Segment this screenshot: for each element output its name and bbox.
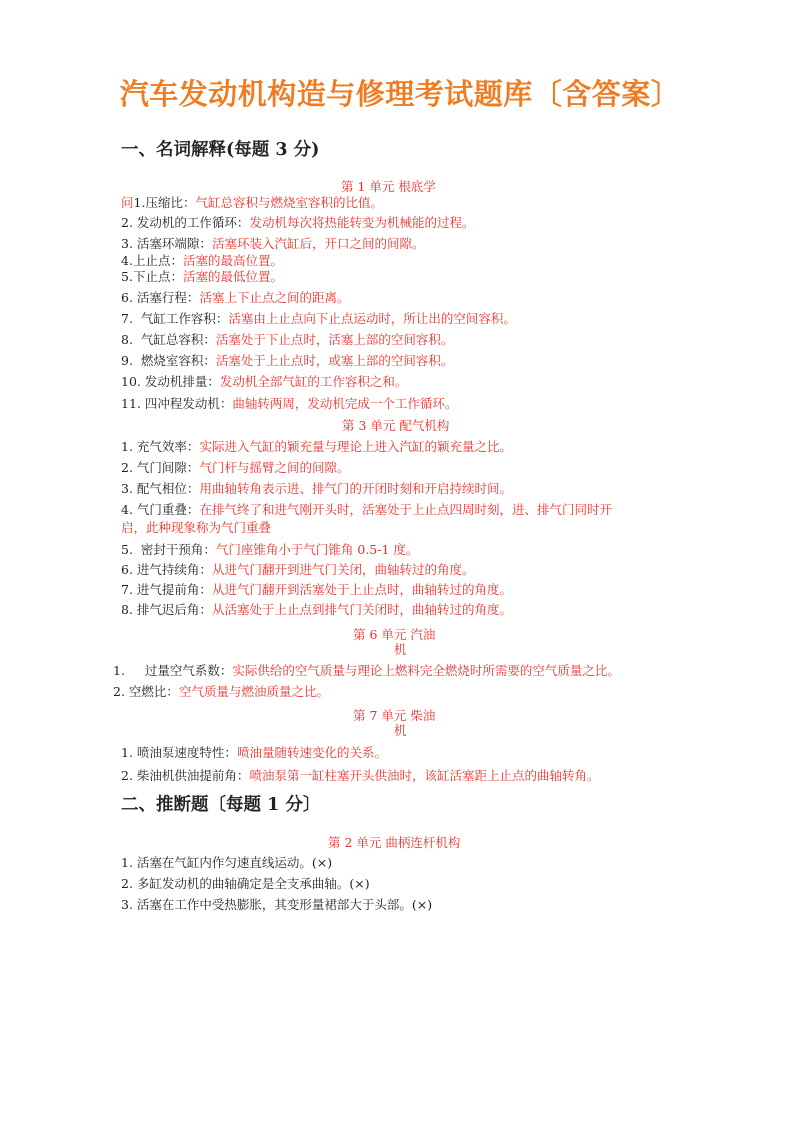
unit3-item-8: 8. 排气迟后角：从活塞处于上止点到排气门关闭时，曲轴转过的角度。 (121, 602, 512, 617)
unit-6-label: 第 6 单元 汽油 (353, 627, 436, 642)
unit3-item-4-cont: 启，此种现象称为气门重叠 (121, 520, 272, 535)
unit-2-label: 第 2 单元 曲柄连杆机构 (328, 835, 461, 850)
unit1-item-2: 2. 发动机的工作循环：发动机每次将热能转变为机械能的过程。 (121, 215, 475, 230)
section-heading-definitions: 一、名词解释(每题 3 分) (121, 140, 320, 160)
unit3-item-1: 1. 充气效率：实际进入气缸的颖充量与理论上进入汽缸的颖充量之比。 (121, 439, 512, 454)
unit1-item-10: 10. 发动机排量：发动机全部气缸的工作容积之和。 (121, 374, 408, 389)
unit-7-label: 第 7 单元 柴油 (353, 708, 436, 723)
unit1-item-11: 11. 四冲程发动机：曲轴转两周，发动机完成一个工作循环。 (121, 396, 458, 411)
unit3-item-5: 5. 密封干预角：气门座锥角小于气门锥角 0.5-1 度。 (121, 542, 419, 557)
unit-1-label: 第 1 单元 根底学 (341, 179, 436, 194)
unit1-item-3: 3. 活塞环端隙：活塞环装入汽缸后，开口之间的间隙。 (121, 236, 425, 251)
unit1-item-8: 8. 气缸总容积：活塞处于下止点时，活塞上部的空间容积。 (121, 332, 454, 347)
unit3-item-2: 2. 气门间隙：气门杆与摇臂之间的间隙。 (121, 460, 350, 475)
unit1-item-9: 9. 燃烧室容积：活塞处于上止点时，或塞上部的空间容积。 (121, 353, 454, 368)
unit2-item-3: 3. 活塞在工作中受热膨胀，其变形量裙部大于头部。(×) (121, 897, 433, 912)
unit3-item-6: 6. 进气持续角：从进气门翻开到进气门关闭，曲轴转过的角度。 (121, 562, 475, 577)
unit3-item-3: 3. 配气相位：用曲轴转角表示进、排气门的开闭时刻和开启持续时间。 (121, 481, 512, 496)
unit2-item-2: 2. 多缸发动机的曲轴确定是全支承曲轴。(×) (121, 876, 370, 891)
unit1-item-4: 4.上止点：活塞的最高位置。 (121, 253, 283, 268)
unit1-item-7: 7. 气缸工作容积：活塞由上止点向下止点运动时，所让出的空间容积。 (121, 311, 516, 326)
unit7-item-1: 1. 喷油泵速度特性：喷油量随转速变化的关系。 (121, 745, 387, 760)
unit3-item-4: 4. 气门重叠：在排气终了和进气刚开头时，活塞处于上止点四周时刻，进、排气门同时开 (121, 502, 612, 517)
unit1-item-5: 5.下止点：活塞的最低位置。 (121, 269, 283, 284)
document-title: 汽车发动机构造与修理考试题库〔含答案〕 (119, 77, 681, 111)
unit6-item-2: 2. 空燃比：空气质量与燃油质量之比。 (113, 684, 329, 699)
unit1-item-1: 问1.压缩比：气缸总容积与燃烧室容积的比值。 (121, 195, 383, 210)
unit1-item-6: 6. 活塞行程：活塞上下止点之间的距离。 (121, 290, 350, 305)
unit-6-label-cont: 机 (394, 642, 407, 657)
section-heading-judgement: 二、推断题〔每题 1 分〕 (121, 795, 321, 815)
unit7-item-2: 2. 柴油机供油提前角：喷油泵第一缸柱塞开头供油时，该缸活塞距上止点的曲轴转角。 (121, 768, 600, 783)
unit-3-label: 第 3 单元 配气机构 (342, 418, 450, 433)
unit-1-label-cont: 问 (121, 195, 134, 210)
unit6-item-1: 1. 过量空气系数：实际供给的空气质量与理论上燃料完全燃烧时所需要的空气质量之比。 (113, 663, 620, 678)
unit2-item-1: 1. 活塞在气缸内作匀速直线运动。(×) (121, 855, 333, 870)
unit3-item-7: 7. 进气提前角：从进气门翻开到活塞处于上止点时，曲轴转过的角度。 (121, 582, 512, 597)
unit-7-label-cont: 机 (394, 723, 407, 738)
